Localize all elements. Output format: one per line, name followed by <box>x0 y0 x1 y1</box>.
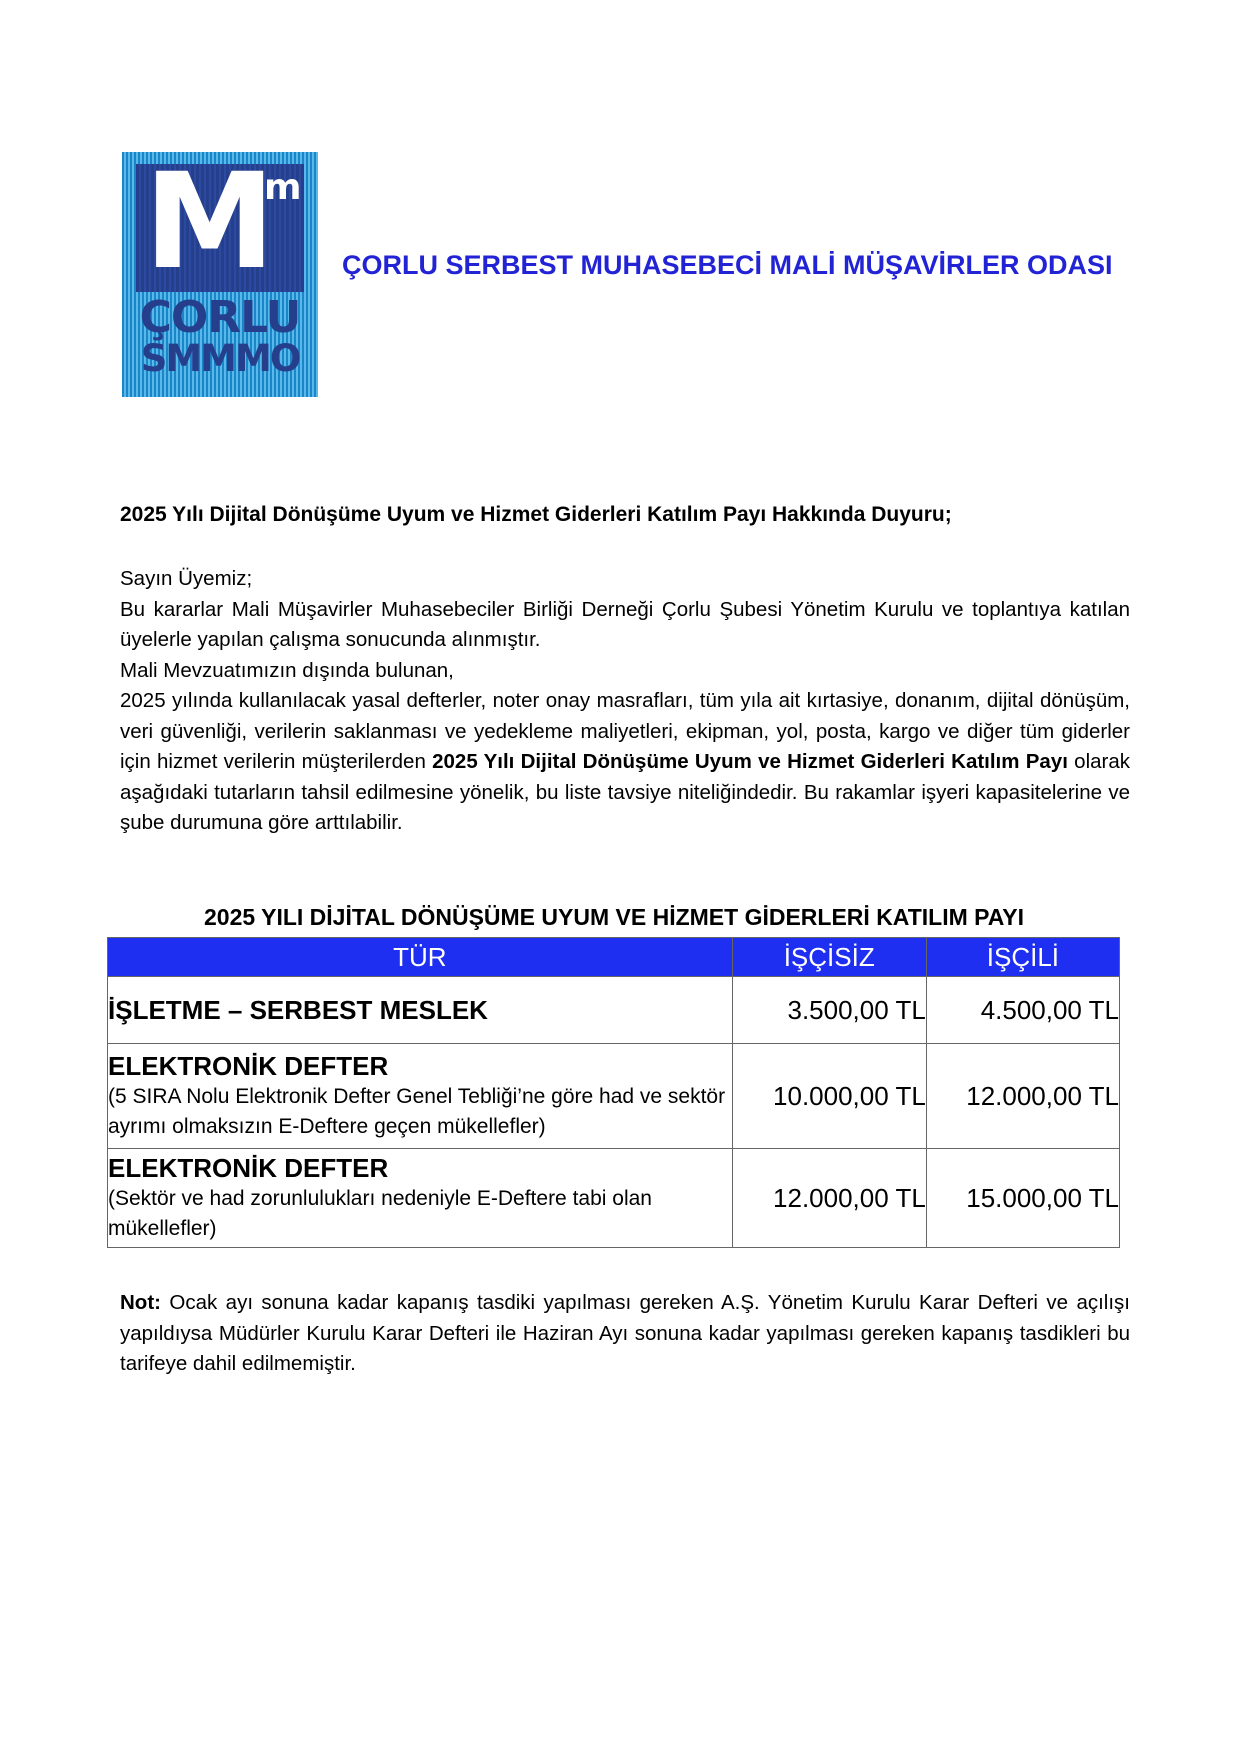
logo-emblem <box>136 145 304 299</box>
footnote-paragraph <box>120 1288 1130 1380</box>
paragraph-1: Bu kararlar Mali Müşavirler Muhasebeciler Birliği Derneği Çorlu Şubesi Yönetim Kurulu ve toplantıya katılan üyelerle yapılan çalışma sonucunda alınmıştır. <box>120 597 1130 651</box>
org-name: ÇORLU SERBEST MUHASEBECİ MALİ MÜŞAVİRLER ODASI <box>342 250 1113 280</box>
amount-iscisiz: 10.000,00 TL <box>732 1044 926 1149</box>
fee-table <box>107 937 1120 1248</box>
paragraph-3-end: olarak aşağıdaki tutarların tahsil edilmesine yönelik, bu liste tavsiye niteliğindedir. Bu rakamlar işyeri kapasitelerine ve şube durumuna göre arttılabilir. <box>120 750 1131 834</box>
amount-iscisiz: 12.000,00 TL <box>732 1149 926 1248</box>
paragraph-3-bold: 2025 Yılı Dijital Dönüşüme Uyum ve Hizmet Giderleri Katılım Payı <box>432 750 1068 773</box>
table-row <box>108 977 1120 1044</box>
header-iscisiz: İŞÇİSİZ <box>732 938 926 977</box>
amount-iscili: 12.000,00 TL <box>926 1044 1119 1149</box>
footnote <box>120 1288 1130 1380</box>
announcement-heading: 2025 Yılı Dijital Dönüşüme Uyum ve Hizmet Giderleri Katılım Payı Hakkında Duyuru; <box>120 503 952 526</box>
footnote-label: Not: <box>120 1291 161 1314</box>
header-type: TÜR <box>108 938 733 977</box>
row-note: (5 SIRA Nolu Elektronik Defter Genel Tebliği’ne göre had ve sektör ayrımı olmaksızın E-Deftere geçen mükellefler) <box>108 1084 726 1138</box>
salutation: Sayın Üyemiz; <box>120 567 253 590</box>
logo-big-letter: M <box>144 145 274 299</box>
paragraph-3-start: 2025 yılında kullanılacak yasal defterler, noter onay masrafları, tüm yıla ait kırtasiye, donanım, dijital dönüşüm, veri güvenliği, verilerin saklanması ve yedekleme maliyetleri, ekipman, yol, posta, kargo ve diğer tüm giderler için hizmet verilerin müşterilerden <box>120 689 1130 773</box>
footnote-text: Ocak ayı sonuna kadar kapanış tasdiki yapılması gereken A.Ş. Yönetim Kurulu Karar Defteri ve açılışı yapıldıysa Müdürler Kurulu Karar Defteri ile Haziran Ayı sonuna kadar yapılması gereken kapanış tasdikleri bu tarifeye dahil edilmemiştir. <box>120 1291 1130 1375</box>
logo-superscript: m <box>264 167 302 208</box>
row-type: İŞLETME – SERBEST MESLEK <box>108 994 488 1025</box>
amount-iscisiz: 3.500,00 TL <box>732 977 926 1044</box>
row-type-cell <box>108 977 733 1044</box>
table-row <box>108 1044 1120 1149</box>
amount-iscili: 15.000,00 TL <box>926 1149 1119 1248</box>
paragraph-3 <box>120 686 1130 839</box>
row-type: ELEKTRONİK DEFTER <box>108 1050 389 1081</box>
table-header-row <box>108 938 1120 977</box>
row-type-cell <box>108 1149 733 1248</box>
amount-iscili: 4.500,00 TL <box>926 977 1119 1044</box>
logo-line2: SMMMO <box>140 337 300 380</box>
announcement-body <box>120 564 1130 839</box>
org-logo <box>122 145 318 397</box>
paragraph-2: Mali Mevzuatımızın dışında bulunan, <box>120 658 454 682</box>
row-note: (Sektör ve had zorunlulukları nedeniyle E-Deftere tabi olan mükellefler) <box>108 1186 652 1240</box>
row-type: ELEKTRONİK DEFTER <box>108 1152 389 1183</box>
row-type-cell <box>108 1044 733 1149</box>
table-row <box>108 1149 1120 1248</box>
logo-line1: ÇORLU <box>139 292 301 343</box>
header-iscili: İŞÇİLİ <box>926 938 1119 977</box>
table-title: 2025 YILI DİJİTAL DÖNÜŞÜME UYUM VE HİZMET GİDERLERİ KATILIM PAYI <box>203 904 1024 930</box>
